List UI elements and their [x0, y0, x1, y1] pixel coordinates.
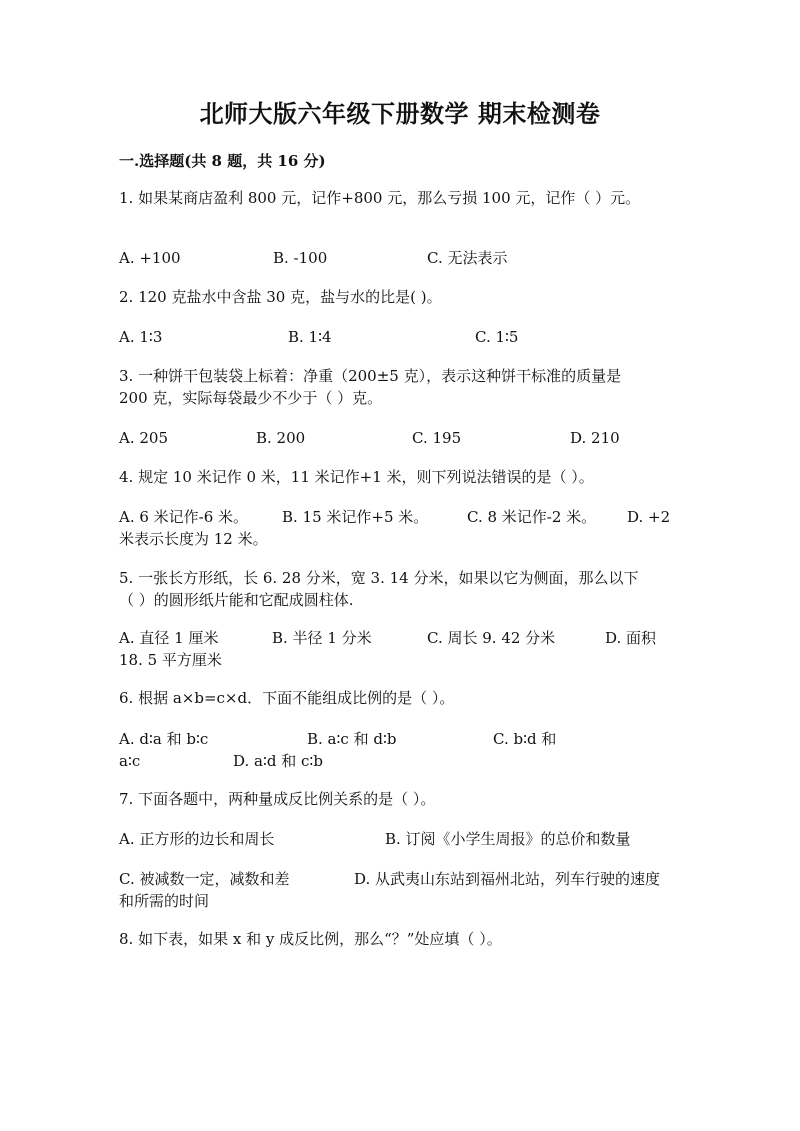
- q3-option-c: C. 195: [412, 429, 462, 447]
- q1-option-c: C. 无法表示: [427, 249, 508, 267]
- q3-option-d: D. 210: [570, 429, 620, 447]
- q7-option-d-continued: 和所需的时间: [119, 892, 210, 910]
- question-3-line-2: 200 克，实际每袋最少不少于（ ）克。: [119, 389, 383, 407]
- q5-option-b: B. 半径 1 分米: [272, 629, 372, 647]
- q2-option-c: C. 1∶5: [475, 328, 519, 346]
- q3-option-a: A. 205: [119, 429, 168, 447]
- q2-option-a: A. 1∶3: [119, 328, 163, 346]
- question-4: 4. 规定 10 米记作 0 米，11 米记作+1 米，则下列说法错误的是（ ）。: [119, 468, 594, 486]
- question-5-line-2: （ ）的圆形纸片能和它配成圆柱体.: [119, 591, 354, 609]
- q5-option-c: C. 周长 9. 42 分米: [427, 629, 556, 647]
- question-1: 1. 如果某商店盈利 800 元，记作+800 元，那么亏损 100 元，记作（ ）元。: [119, 189, 641, 207]
- q6-option-b: B. a∶c 和 d∶b: [307, 730, 397, 748]
- q7-option-d: D. 从武夷山东站到福州北站，列车行驶的速度: [354, 870, 661, 888]
- q5-option-a: A. 直径 1 厘米: [119, 629, 219, 647]
- question-6: 6. 根据 a×b=c×d．下面不能组成比例的是（ ）。: [119, 689, 455, 707]
- q6-option-a: A. d∶a 和 b∶c: [119, 730, 209, 748]
- question-8: 8. 如下表，如果 x 和 y 成反比例，那么“？”处应填（ ）。: [119, 930, 502, 948]
- q1-option-a: A. +100: [119, 249, 181, 267]
- q4-option-d-continued: 米表示长度为 12 米。: [119, 530, 268, 548]
- q2-option-b: B. 1∶4: [288, 328, 332, 346]
- question-2: 2. 120 克盐水中含盐 30 克，盐与水的比是( )。: [119, 288, 442, 306]
- q6-option-c-continued: a∶c: [119, 752, 141, 770]
- q4-option-c: C. 8 米记作-2 米。: [467, 508, 597, 526]
- q7-option-a: A. 正方形的边长和周长: [119, 830, 275, 848]
- q5-option-d: D. 面积: [605, 629, 657, 647]
- q1-option-b: B. -100: [273, 249, 328, 267]
- q5-option-d-continued: 18. 5 平方厘米: [119, 651, 222, 669]
- q6-option-c: C. b∶d 和: [493, 730, 557, 748]
- question-5-line-1: 5. 一张长方形纸，长 6. 28 分米，宽 3. 14 分米，如果以它为侧面，那么以下: [119, 569, 639, 587]
- q4-option-b: B. 15 米记作+5 米。: [282, 508, 429, 526]
- q4-option-d: D. +2: [627, 508, 671, 526]
- q7-option-b: B. 订阅《小学生周报》的总价和数量: [385, 830, 631, 848]
- q3-option-b: B. 200: [256, 429, 306, 447]
- q6-option-d: D. a∶d 和 c∶b: [233, 752, 323, 770]
- section-heading: 一.选择题(共 8 题，共 16 分): [119, 152, 326, 170]
- question-7: 7. 下面各题中，两种量成反比例关系的是（ ）。: [119, 790, 436, 808]
- q4-option-a: A. 6 米记作-6 米。: [119, 508, 249, 526]
- page-title: 北师大版六年级下册数学 期末检测卷: [199, 99, 601, 128]
- q7-option-c: C. 被减数一定，减数和差: [119, 870, 290, 888]
- question-3-line-1: 3. 一种饼干包装袋上标着：净重（200±5 克），表示这种饼干标准的质量是: [119, 367, 622, 385]
